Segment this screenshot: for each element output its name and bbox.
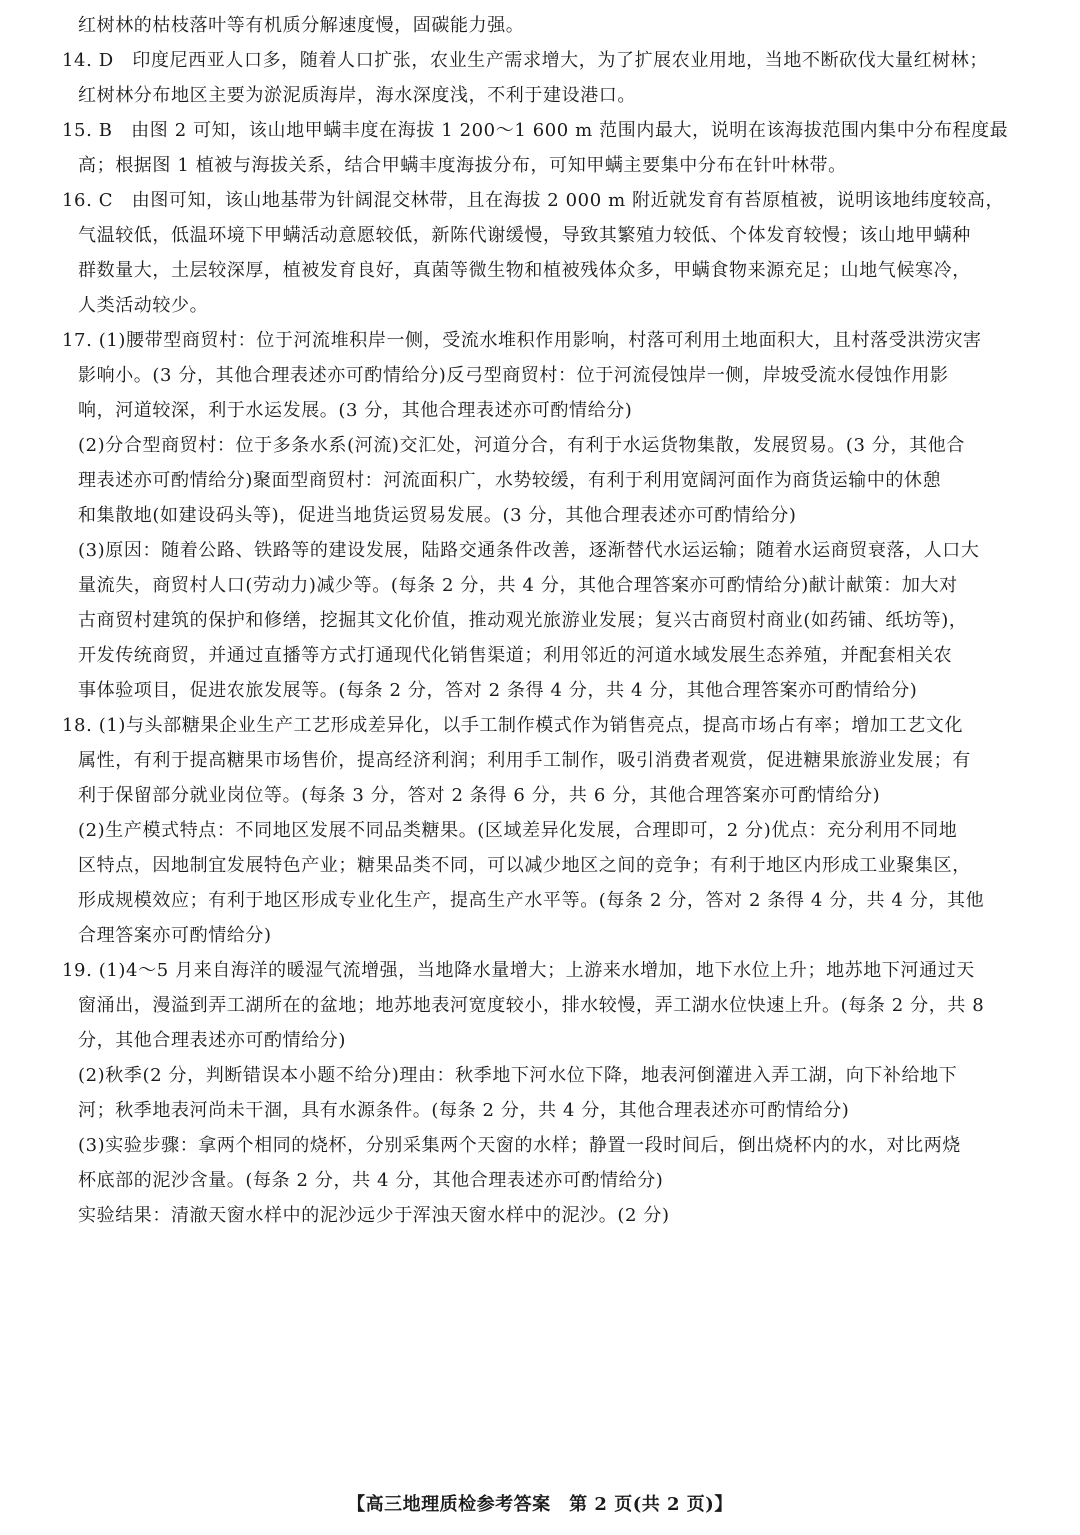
answer-19-line-4: (2)秋季(2 分，判断错误本小题不给分)理由：秋季地下河水位下降，地表河倒灌进入弄工湖，向下补给地下 — [78, 1065, 958, 1086]
answer-19-line-5: 河；秋季地表河尚未干涸，具有水源条件。(每条 2 分，共 4 分，其他合理表述亦可酌情给分) — [78, 1100, 850, 1121]
answer-16-line-2: 气温较低，低温环境下甲螨活动意愿较低，新陈代谢缓慢，导致其繁殖力较低、个体发育较慢；该山地甲螨种 — [78, 225, 971, 246]
answer-18-line-1: 18. (1)与头部糖果企业生产工艺形成差异化，以手工制作模式作为销售亮点，提高市场占有率；增加工艺文化 — [62, 715, 964, 736]
answer-16-line-4: 人类活动较少。 — [78, 295, 209, 316]
answer-19-line-3: 分，其他合理表述亦可酌情给分) — [78, 1030, 347, 1051]
answer-17-line-6: 和集散地(如建设码头等)，促进当地货运贸易发展。(3 分，其他合理表述亦可酌情给分) — [78, 505, 797, 526]
answer-18-line-6: 形成规模效应；有利于地区形成专业化生产，提高生产水平等。(每条 2 分，答对 2 条得 4 分，共 4 分，其他 — [78, 890, 985, 911]
answer-19-line-7: 杯底部的泥沙含量。(每条 2 分，共 4 分，其他合理表述亦可酌情给分) — [78, 1170, 664, 1191]
answer-16-line-1: 16. C 由图可知，该山地基带为针阔混交林带，且在海拔 2 000 m 附近就发育有苔原植被，说明该地纬度较高， — [62, 190, 1005, 211]
answer-17-line-9: 古商贸村建筑的保护和修缮，挖掘其文化价值，推动观光旅游业发展；复兴古商贸村商业(如药铺、纸坊等)， — [78, 610, 968, 631]
answer-18-line-5: 区特点，因地制宜发展特色产业；糖果品类不同，可以减少地区之间的竞争；有利于地区内形成工业聚集区， — [78, 855, 971, 876]
answer-17-line-4: (2)分合型商贸村：位于多条水系(河流)交汇处，河道分合，有利于水运货物集散，发展贸易。(3 分，其他合 — [78, 435, 965, 456]
answer-19-line-8: 实验结果：清澈天窗水样中的泥沙远少于浑浊天窗水样中的泥沙。(2 分) — [78, 1205, 670, 1226]
answer-14-line-1: 14. D 印度尼西亚人口多，随着人口扩张，农业生产需求增大，为了扩展农业用地，当地不断砍伐大量红树林； — [62, 50, 988, 71]
answer-16-line-3: 群数量大，土层较深厚，植被发育良好，真菌等微生物和植被残体众多，甲螨食物来源充足；山地气候寒冷， — [78, 260, 971, 281]
answer-14-line-2: 红树林分布地区主要为淤泥质海岸，海水深度浅，不利于建设港口。 — [78, 85, 636, 106]
answer-19-line-1: 19. (1)4～5 月来自海洋的暖湿气流增强，当地降水量增大；上游来水增加，地下水位上升；地苏地下河通过天 — [62, 960, 975, 981]
answer-18-line-3: 利于保留部分就业岗位等。(每条 3 分，答对 2 条得 6 分，共 6 分，其他合理答案亦可酌情给分) — [78, 785, 881, 806]
answer-17-line-11: 事体验项目，促进农旅发展等。(每条 2 分，答对 2 条得 4 分，共 4 分，其他合理答案亦可酌情给分) — [78, 680, 918, 701]
answer-17-line-5: 理表述亦可酌情给分)聚面型商贸村：河流面积广，水势较缓，有利于利用宽阔河面作为商货运输中的休憩 — [78, 470, 942, 491]
answer-17-line-2: 影响小。(3 分，其他合理表述亦可酌情给分)反弓型商贸村：位于河流侵蚀岸一侧，岸坡受流水侵蚀作用影 — [78, 365, 949, 386]
page-footer: 【高三地理质检参考答案 第 2 页(共 2 页)】 — [347, 1494, 733, 1515]
answer-17-line-7: (3)原因：随着公路、铁路等的建设发展，陆路交通条件改善，逐渐替代水运运输；随着水运商贸衰落，人口大 — [78, 540, 980, 561]
answer-19-line-2: 窗涌出，漫溢到弄工湖所在的盆地；地苏地表河宽度较小，排水较慢，弄工湖水位快速上升。(每条 2 分，共 8 — [78, 995, 985, 1016]
answer-18-line-2: 属性，有利于提高糖果市场售价，提高经济利润；利用手工制作，吸引消费者观赏，促进糖果旅游业发展；有 — [78, 750, 971, 771]
answer-content — [62, 8, 1040, 1233]
answer-17-line-3: 响，河道较深，利于水运发展。(3 分，其他合理表述亦可酌情给分) — [78, 400, 633, 421]
answer-18-line-7: 合理答案亦可酌情给分) — [78, 925, 272, 946]
answer-17-line-8: 量流失，商贸村人口(劳动力)减少等。(每条 2 分，共 4 分，其他合理答案亦可酌情给分)献计献策：加大对 — [78, 575, 958, 596]
answer-17-line-1: 17. (1)腰带型商贸村：位于河流堆积岸一侧，受流水堆积作用影响，村落可利用土地面积大，且村落受洪涝灾害 — [62, 330, 982, 351]
answer-17-line-10: 开发传统商贸，并通过直播等方式打通现代化销售渠道；利用邻近的河道水域发展生态养殖，并配套相关农 — [78, 645, 953, 666]
answer-15-line-2: 高；根据图 1 植被与海拔关系，结合甲螨丰度海拔分布，可知甲螨主要集中分布在针叶林带。 — [78, 155, 847, 176]
answer-19-line-6: (3)实验步骤：拿两个相同的烧杯，分别采集两个天窗的水样；静置一段时间后，倒出烧杯内的水，对比两烧 — [78, 1135, 961, 1156]
answer-18-line-4: (2)生产模式特点：不同地区发展不同品类糖果。(区域差异化发展，合理即可，2 分)优点：充分利用不同地 — [78, 820, 958, 841]
line-intro: 红树林的枯枝落叶等有机质分解速度慢，固碳能力强。 — [78, 15, 525, 36]
answer-15-line-1: 15. B 由图 2 可知，该山地甲螨丰度在海拔 1 200～1 600 m 范围内最大，说明在该海拔范围内集中分布程度最 — [62, 120, 1009, 141]
